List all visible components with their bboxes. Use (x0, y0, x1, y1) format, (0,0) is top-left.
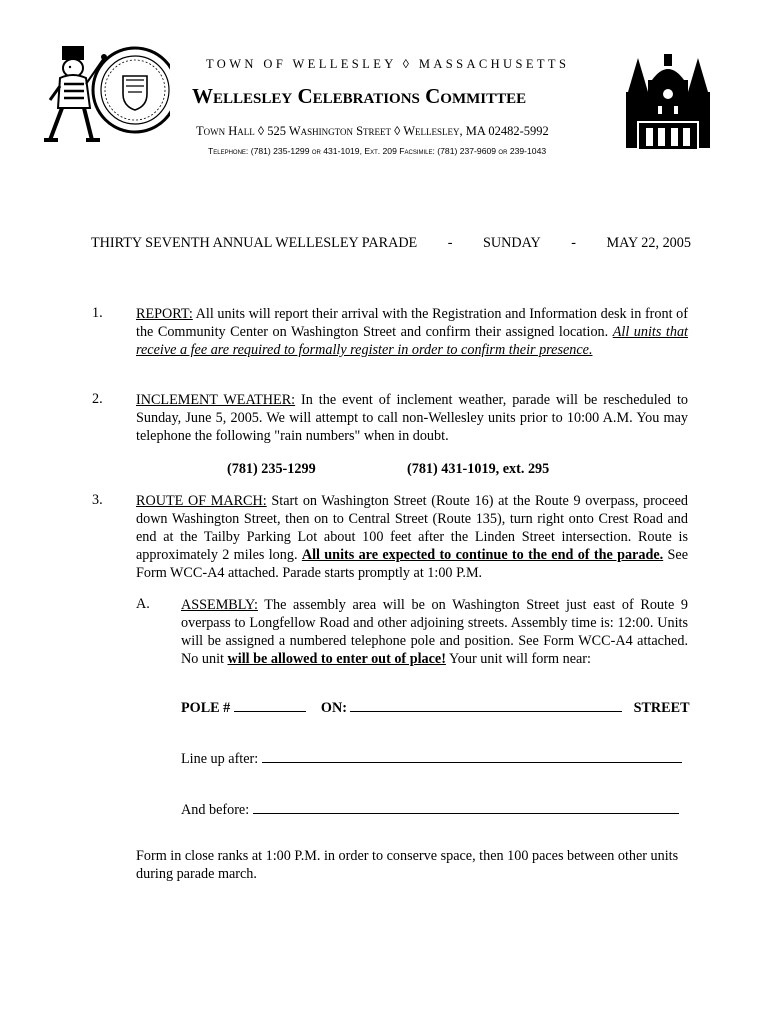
item-number: 1. (92, 305, 103, 321)
rain-phone-2: (781) 431-1019, ext. 295 (407, 461, 550, 477)
closing-paragraph: Form in close ranks at 1:00 P.M. in order to conserve space, then 100 paces between other units during parade march. (136, 848, 679, 882)
street-name-blank[interactable] (350, 698, 622, 712)
weather-label: INCLEMENT WEATHER: (136, 392, 296, 408)
weather-text: In the event of inclement weather, parade will be rescheduled to Sunday, June 5, 2005. We will attempt to call non-Wellesley units prior to 10:00 A.M. You may telephone the following "rain numbers" when in doubt. (136, 392, 688, 444)
assembly-text: The assembly area will be on Washington Street just east of Route 9 overpass to Longfellow Road and other adjoining streets. Assembly time is: 12:00. Units will be assigned a numbered telephone pole and position. See Form WCC-A4 attached. No unit (181, 597, 688, 667)
heading-event: THIRTY SEVENTH ANNUAL WELLESLEY PARADE (91, 235, 418, 251)
parade-heading (91, 235, 691, 252)
lineup-field-row (181, 749, 682, 768)
committee-title: Wellesley Celebrations Committee (192, 84, 527, 108)
route-text: Start on Washington Street (Route 16) at the Route 9 overpass, proceed down Washington Street, then on to Central Street (Route 135), turn right onto Crest Road and end at the Tailby Parking Lot about 100 feet after the Linden Street intersection. Route is approximately 2 miles long. (136, 493, 688, 563)
route-emphasis: All units are expected to continue to the end of the parade. (301, 547, 664, 563)
report-emphasis: All units that receive a fee are required to formally register in order to confirm their presence. (136, 324, 688, 358)
heading-day: SUNDAY (482, 235, 541, 251)
drummer-logo (40, 38, 170, 148)
heading-separator: - (571, 235, 576, 251)
before-field-row (181, 800, 679, 819)
report-text: All units will report their arrival with the Registration and Information desk in front of the Community Center on Washington Street and confirm their assigned location. (136, 306, 688, 340)
lineup-label: Line up after: (181, 751, 259, 767)
on-label: ON: (320, 700, 347, 716)
assembly-emphasis: will be allowed to enter out of place! (227, 651, 446, 667)
route-label: ROUTE OF MARCH: (136, 493, 267, 509)
before-label: And before: (181, 802, 250, 818)
pole-number-blank[interactable] (234, 698, 306, 712)
town-hall-tower-logo (618, 52, 718, 162)
town-line: TOWN OF WELLESLEY ◊ MASSACHUSETTS (206, 57, 570, 71)
letterhead-address: Town Hall ◊ 525 Washington Street ◊ Wellesley, MA 02482-5992 (196, 124, 549, 138)
report-paragraph (136, 305, 688, 359)
lineup-after-blank[interactable] (262, 749, 682, 763)
report-label: REPORT: (136, 306, 193, 322)
pole-field-row (181, 698, 691, 717)
and-before-blank[interactable] (253, 800, 679, 814)
subitem-letter: A. (136, 596, 150, 612)
item-number: 3. (92, 492, 103, 508)
rain-phone-1: (781) 235-1299 (227, 461, 316, 477)
weather-paragraph (136, 391, 688, 445)
assembly-label: ASSEMBLY: (181, 597, 258, 613)
heading-date: MAY 22, 2005 (606, 235, 691, 251)
assembly-paragraph (181, 596, 688, 668)
pole-label: POLE # (181, 700, 231, 716)
street-label: STREET (633, 700, 690, 716)
letterhead-contact: Telephone: (781) 235-1299 or 431-1019, Ext. 209 Facsimile: (781) 237-9609 or 239-1043 (208, 146, 547, 156)
item-number: 2. (92, 391, 103, 407)
route-paragraph (136, 492, 688, 582)
heading-separator: - (447, 235, 453, 251)
assembly-text-2: Your unit will form near: (445, 651, 591, 667)
route-text-2: See Form WCC-A4 attached. Parade starts promptly at 1:00 P.M. (136, 547, 688, 581)
